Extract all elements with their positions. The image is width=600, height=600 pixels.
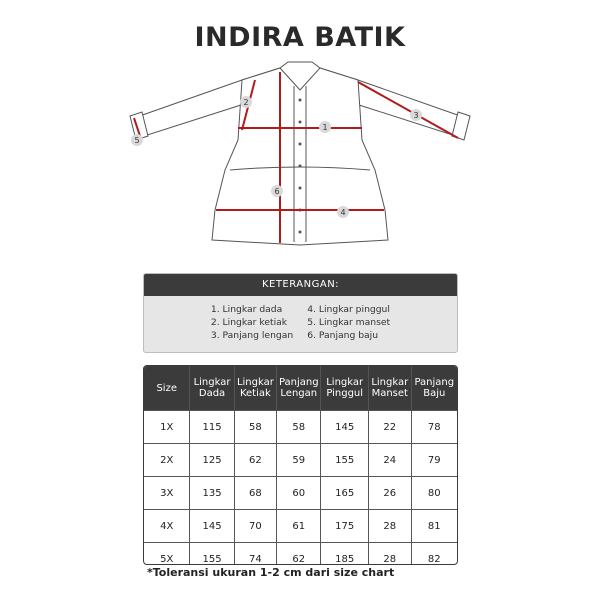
table-cell: 22 — [369, 411, 412, 444]
legend-column-2 — [307, 303, 390, 342]
table-cell: 74 — [234, 543, 277, 566]
size-chart-table — [143, 365, 458, 565]
marker-4: 4 — [340, 208, 346, 217]
table-cell: 5X — [144, 543, 190, 566]
header-lingkar-pinggul: Lingkar Pinggul — [321, 366, 369, 411]
table-cell: 68 — [234, 477, 277, 510]
table-cell: 62 — [234, 444, 277, 477]
table-row — [144, 543, 457, 566]
table-row — [144, 477, 457, 510]
table-cell: 70 — [234, 510, 277, 543]
legend-columns — [144, 296, 457, 342]
shirt-diagram — [120, 60, 480, 260]
marker-5: 5 — [134, 136, 140, 145]
legend-item: 2. Lingkar ketiak — [210, 317, 288, 328]
table-header-row — [144, 366, 457, 411]
table-cell: 2X — [144, 444, 190, 477]
table-cell: 78 — [411, 411, 457, 444]
header-lingkar-ketiak: Lingkar Ketiak — [234, 366, 277, 411]
header-panjang-baju: Panjang Baju — [411, 366, 457, 411]
table-row — [144, 510, 457, 543]
table-cell: 79 — [411, 444, 457, 477]
table-cell: 145 — [321, 411, 369, 444]
table-cell: 125 — [190, 444, 234, 477]
table-cell: 155 — [321, 444, 369, 477]
table-cell: 58 — [234, 411, 277, 444]
legend-item: 4. Lingkar pinggul — [307, 304, 390, 315]
table-cell: 1X — [144, 411, 190, 444]
table-row — [144, 411, 457, 444]
table-cell: 24 — [369, 444, 412, 477]
legend-heading: KETERANGAN: — [144, 274, 457, 296]
marker-2: 2 — [243, 98, 249, 107]
table-cell: 28 — [369, 510, 412, 543]
table-cell: 115 — [190, 411, 234, 444]
table-cell: 60 — [277, 477, 321, 510]
table-cell: 145 — [190, 510, 234, 543]
table-cell: 135 — [190, 477, 234, 510]
table-cell: 175 — [321, 510, 369, 543]
tolerance-footnote: *Toleransi ukuran 1-2 cm dari size chart — [147, 566, 395, 579]
marker-3: 3 — [413, 111, 419, 120]
table-cell: 155 — [190, 543, 234, 566]
table-cell: 81 — [411, 510, 457, 543]
header-lingkar-dada: Lingkar Dada — [190, 366, 234, 411]
legend-item: 5. Lingkar manset — [307, 317, 391, 328]
table-cell: 4X — [144, 510, 190, 543]
header-size: Size — [144, 366, 190, 411]
table-cell: 185 — [321, 543, 369, 566]
legend-item: 6. Panjang baju — [307, 330, 379, 341]
table-cell: 61 — [277, 510, 321, 543]
table-cell: 59 — [277, 444, 321, 477]
legend-item: 3. Panjang lengan — [210, 330, 294, 341]
table-cell: 82 — [411, 543, 457, 566]
legend-column-1 — [211, 303, 293, 342]
table-cell: 62 — [277, 543, 321, 566]
legend-item: 1. Lingkar dada — [210, 304, 283, 315]
marker-1: 1 — [322, 123, 328, 132]
page-title: INDIRA BATIK — [194, 22, 406, 53]
table-cell: 165 — [321, 477, 369, 510]
header-panjang-lengan: Panjang Lengan — [277, 366, 321, 411]
marker-6: 6 — [274, 187, 280, 196]
table-cell: 3X — [144, 477, 190, 510]
header-lingkar-manset: Lingkar Manset — [369, 366, 412, 411]
table-row — [144, 444, 457, 477]
table-cell: 58 — [277, 411, 321, 444]
table-cell: 80 — [411, 477, 457, 510]
table-cell: 28 — [369, 543, 412, 566]
legend-box — [143, 273, 458, 353]
table-cell: 26 — [369, 477, 412, 510]
